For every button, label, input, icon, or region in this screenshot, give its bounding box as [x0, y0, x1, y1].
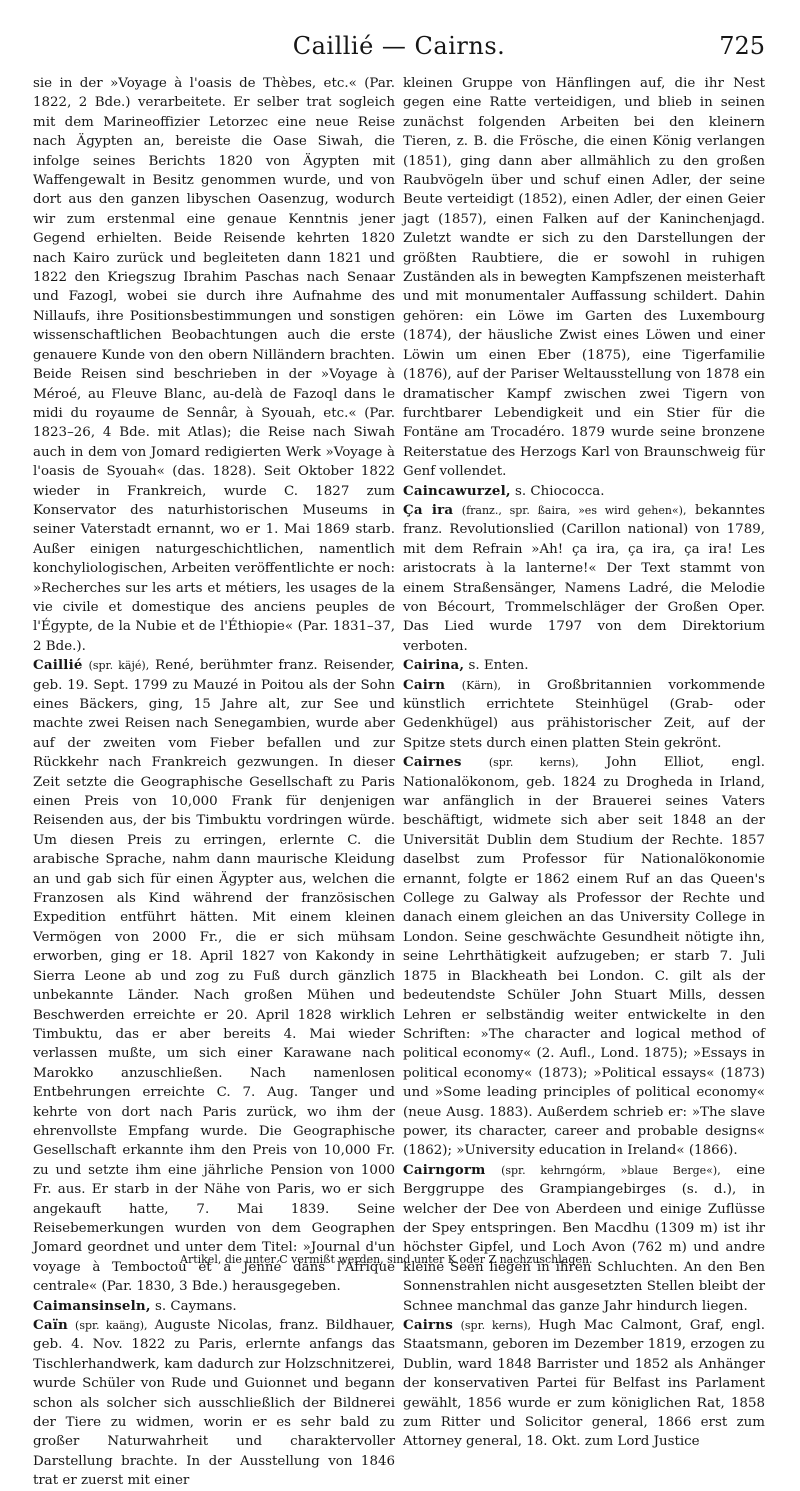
entry-caillie — [33, 656, 395, 1296]
entry-cain — [33, 1316, 395, 1491]
entry-text: s. Enten. — [468, 658, 529, 674]
entry-text: in Großbritannien vorkommende künstlich errichtete Steinhügel (Grab- oder Gedenkhügel) aus prähistorischer Zeit, auf der Spitze stets durch einen platten Stein gekrönt. — [403, 677, 766, 751]
entry-text: Auguste Nicolas, franz. Bildhauer, geb. 4. Nov. 1822 zu Paris, erlernte anfangs das Tischlerhandwerk, kam dadurch zur Holzschnitzerei, wurde Schüler von Rude und Guionnet und begann schon als solcher sich ausschließlich der Bildnerei der Tiere zu widmen, worin er es sehr bald zu großer Naturwahrheit und charaktervoller Darstellung brachte. In der Ausstellung von 1846 trat er zuerst mit einer — [33, 1318, 395, 1489]
page-footer-note: Artikel, die unter C vermißt werden, sind unter K oder Z nachzuschlagen. — [180, 1253, 593, 1266]
entry-cairn — [403, 676, 765, 754]
entry-text: eine Berggruppe des Grampiangebirges (s. d.), in welcher der Dee von Aberdeen und einige Zuflüsse der Spey entspringen. Ben Macdhu (1309 m) ist ihr höchster Gipfel, und Loch Avon (762 m) und andre kleine Seen liegen in ihren Schluchten. An den Ben Sonnenstrahlen nicht ausgesetzten Stellen bleibt der Schnee manchmal das ganze Jahr hindurch liegen. — [403, 1162, 765, 1314]
entry-caimansinseln — [33, 1297, 395, 1316]
entry-text: kleinen Gruppe von Hänflingen auf, die ihr Nest gegen eine Ratte verteidigen, und blieb in seinen zunächst folgenden Arbeiten bei den kleinern Tieren, z. B. die Frösche, die einen König verlangen (1851), ging dann aber allmählich zu den großen Raubvögeln über und schuf einen Adler, der seine Beute verteidigt (1852), einen Adler, der einen Geier jagt (1857), einen Falken auf der Kaninchenjagd. Zuletzt wandte er sich zu den Darstellungen der größten Raubtiere, die er sowohl in ruhigen Zuständen als in bewegten Kampfszenen meisterhaft und mit monumentaler Auffassung schildert. Dahin gehören: ein Löwe im Garten des Luxembourg (1874), der häusliche Zwist eines Löwen und einer Löwin um einen Eber (1875), eine Tigerfamilie (1876), auf der Pariser Weltausstellung von 1878 ein dramatischer Kampf zwischen zwei Tigern von furchtbarer Lebendigkeit und ein Stier für die Fontäne am Trocadéro. 1879 wurde seine bronzene Reiterstatue des Herzogs Karl von Braunschweig für Genf vollendet. — [403, 76, 765, 480]
entry-cairnes — [403, 753, 765, 1161]
headword: Cairns — [403, 1317, 453, 1333]
entry-caincawurzel — [403, 482, 765, 501]
page-number: 725 — [719, 32, 765, 60]
pronunciation: (franz., spr. ßaira, »es wird gehen«), — [461, 503, 687, 517]
pronunciation: (Kärn), — [461, 678, 501, 692]
headword: Cairngorm — [403, 1161, 486, 1178]
running-head: Caillié — Cairns. — [292, 32, 506, 60]
entry-text: s. Caymans. — [154, 1298, 237, 1314]
headword: Caimansinseln, — [33, 1297, 151, 1314]
pronunciation: (spr. kaäng), — [75, 1319, 148, 1332]
headword: Cairina, — [403, 657, 465, 674]
entry-continuation — [33, 74, 395, 656]
entry-text: sie in der »Voyage à l'oasis de Thèbes, etc.« (Par. 1822, 2 Bde.) verarbeitete. Er selber trat sogleich mit dem Marineoffizier Letorzec eine neue Reise nach Ägypten an, bereiste die Oase Siwah, die infolge seines Berichts 1820 von Ägypten mit Waffengewalt in Besitz genommen wurde, und von dort aus den ganzen libyschen Oasenzug, wodurch wir zum erstenmal eine genaue Kenntnis jener Gegend erhielten. Beide Reisende kehrten 1820 nach Kairo zurück und begleiteten dann 1821 und 1822 den Kriegszug Ibrahim Paschas nach Senaar und Fazogl, wobei sie durch ihre Aufnahme des Nillaufs, ihre Positionsbestimmungen und sonstigen wissenschaftlichen Beobachtungen auch die erste genauere Kunde von den obern Nilländern brachten. Beide Reisen sind beschrieben in der »Voyage à Méroé, au Fleuve Blanc, au-delà de Fazoql dans le midi du royaume de Sennâr, à Syouah, etc.« (Par. 1823–26, 4 Bde. mit Atlas); die Reise nach Siwah auch in dem von Jomard redigierten Werk »Voyage à l'oasis de Syouah« (das. 1828). Seit Oktober 1822 wieder in Frankreich, wurde C. 1827 zum Konservator des naturhistorischen Museums in seiner Vaterstadt ernannt, wo er 1. Mai 1869 starb. Außer einigen naturgeschichtlichen, namentlich konchyliologischen, Arbeiten veröffentlichte er noch: »Recherches sur les arts et métiers, les usages de la vie civile et domestique des anciens peuples de l'Égypte, de la Nubie et de l'Éthiopie« (Par. 1831–37, 2 Bde.). — [33, 76, 395, 654]
headword: Cairn — [403, 676, 446, 693]
entry-cairns — [403, 1316, 765, 1452]
entry-text: s. Chiococca. — [515, 483, 605, 499]
headword: Cairnes — [403, 754, 462, 771]
right-column — [403, 74, 766, 1450]
pronunciation: (spr. käjé), — [88, 659, 150, 673]
page-header — [33, 32, 765, 66]
headword: Caillié — [33, 657, 83, 674]
entry-ca-ira — [403, 501, 765, 656]
entry-cairngorm — [403, 1161, 765, 1316]
headword: Ça ira — [403, 501, 454, 518]
entry-continuation — [403, 74, 765, 482]
pronunciation: (spr. kerns), — [488, 756, 579, 770]
entry-text: Hugh Mac Calmont, Graf, engl. Staatsmann, geboren im Dezember 1819, erzogen zu Dublin, ward 1848 Barrister und 1852 als Anhänger der konservativen Partei für Belfast ins Parlament gewählt, 1856 wurde er zum königlichen Rat, 1858 zum Ritter und Solicitor general, 1866 erst zum Attorney general, 18. Okt. zum Lord Justice — [403, 1318, 765, 1450]
entry-text: John Elliot, engl. Nationalökonom, geb. 1824 zu Drogheda in Irland, war anfänglich in der Brauerei seines Vaters beschäftigt, widmete sich aber seit 1848 an der Universität Dublin dem Studium der Rechte. 1857 daselbst zum Professor für Nationalökonomie ernannt, folgte er 1862 einem Ruf an das Queen's College zu Galway als Professor der Rechte und danach einem gleichen an das University College in London. Seine geschwächte Gesundheit nötigte ihn, seine Lehrthätigkeit aufzugeben; er starb 7. Juli 1875 in Blackheath bei London. C. gilt als der bedeutendste Schüler John Stuart Mills, dessen Lehren er selbständig weiter entwickelte in den Schriften: »The character and logical method of political economy« (2. Aufl., Lond. 1875); »Essays in political economy« (1873); »Political essays« (1873) und »Some leading principles of political economy« (neue Ausg. 1883). Außerdem schrieb er: »The slave power, its character, career and probable designs« (1862); »University education in Ireland« (1866). — [403, 755, 765, 1159]
headword: Caincawurzel, — [403, 482, 511, 499]
entry-cairina — [403, 656, 765, 675]
pronunciation: (spr. kehrngórm, »blaue Berge«), — [501, 1163, 721, 1177]
entry-text: bekanntes franz. Revolutionslied (Carillon national) von 1789, mit dem Refrain »Ah! ça ira, ça ira, ça ira! Les aristocrats à la lanterne!« Der Text stammt von einem Straßensänger, Namens Ladré, die Melodie von Bécourt, Trommelschläger der Großen Oper. Das Lied wurde 1797 von dem Direktorium verboten. — [403, 502, 765, 654]
pronunciation: (spr. kerns), — [460, 1319, 531, 1332]
headword: Caïn — [33, 1317, 68, 1333]
entry-text: René, berühmter franz. Reisender, geb. 19. Sept. 1799 zu Mauzé in Poitou als der Sohn eines Bäckers, ging, 15 Jahre alt, zur See und machte zwei Reisen nach Senegambien, wurde aber auf der zweiten vom Fieber befallen und zur Rückkehr nach Frankreich gezwungen. In dieser Zeit setzte die Geographische Gesellschaft zu Paris einen Preis von 10,000 Frank für denjenigen Reisenden aus, der bis Timbuktu vordringen würde. Um diesen Preis zu erringen, erlernte C. die arabische Sprache, nahm dann maurische Kleidung an und gab sich für einen Ägypter aus, welchen die Franzosen als Kind während der französischen Expedition entführt hätten. Mit einem kleinen Vermögen von 2000 Fr., die er sich mühsam erworben, ging er 18. April 1827 von Kakondy in Sierra Leone ab und zog zu Fuß durch gänzlich unbekannte Länder. Nach großen Mühen und Beschwerden erreichte er 20. April 1828 wirklich Timbuktu, das er aber bereits 4. Mai wieder verlassen mußte, um sich einer Karawane nach Marokko anzuschließen. Nach namenlosen Entbehrungen erreichte C. 7. Aug. Tanger und kehrte von dort nach Paris zurück, wo ihm der ehrenvollste Empfang wurde. Die Geographische Gesellschaft erkannte ihm den Preis von 10,000 Fr. zu und setzte ihm eine jährliche Pension von 1000 Fr. aus. Er starb in der Nähe von Paris, wo er sich angekauft hatte, 7. Mai 1839. Seine Reisebemerkungen wurden von dem Geographen Jomard geordnet und unter dem Titel: »Journal d'un voyage à Temboctou et à Jenné dans l'Afrique centrale« (Par. 1830, 3 Bde.) herausgegeben. — [33, 658, 396, 1295]
